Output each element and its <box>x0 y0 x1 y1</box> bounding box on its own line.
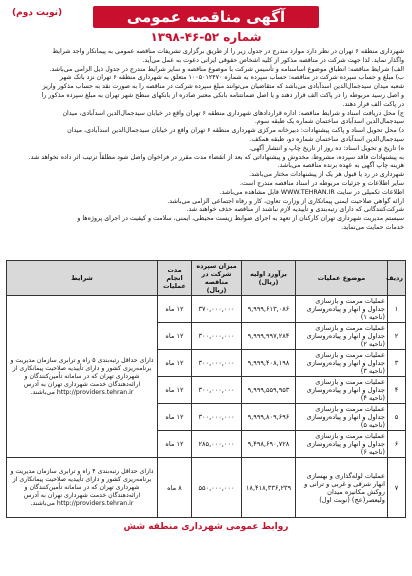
intro-line: اطلاعات تکمیلی در سایت WWW.TEHRAN.IR قابل مشاهده می‌باشد. <box>219 188 404 196</box>
intro-line: سید‌جمال‌الدین اسدآبادی ساختمان شماره دو، طبقه همکف. <box>249 135 404 143</box>
intro-line: شهرداری در رد یا قبول هر یک از پیشنهادات مختار می‌باشد. <box>249 171 404 179</box>
round-tag: (نوبت دوم) <box>12 8 63 18</box>
notice-number: شماره ۵۲-۴۶-۱۳۹۸ <box>150 30 262 44</box>
cell-operation: عملیات مرمت و بازسازی جداول و انهار و پیاده‌روسازی (ناحیه ۳) <box>296 350 388 377</box>
intro-line: سید‌جمال‌الدین اسدآبادی ساختمان شماره یک طبقه سوم. <box>254 118 404 126</box>
intro-line: سایر اطلاعات و جزئیات مربوطه در اسناد مناقصه مندرج است. <box>239 179 404 187</box>
cell-row-number: ۶ <box>388 431 406 458</box>
intro-line: واگذار نماید. لذا جهت شرکت در مناقصه مذکور از کلیه اشخاص حقوقی ایرانی دعوت به عمل می‌آید. <box>142 56 404 64</box>
cell-operation: عملیات مرمت و بازسازی جداول و انهار و پیاده‌روسازی (ناحیه ۵) <box>296 404 388 431</box>
cell-row-number: ۲ <box>388 323 406 350</box>
intro-line: به پیشنهادات فاقد سپرده، مشروط، مخدوش و پیشنهاداتی که بعد از انقضاء مدت مقرر در فراخوان واصل شود مطلقاً ترتیب اثر داده نخواهد شد. <box>28 153 404 161</box>
cell-duration: ۱۲ ماه <box>158 377 192 404</box>
cell-row-number: ۳ <box>388 350 406 377</box>
cell-conditions: دارای حداقل رتبه‌بندی ۵ راه و ترابری سازمان مدیریت و برنامه‌ریزی کشور و دارای تأییدیه صلاحیت پیمانکاری از شهرداری تهران که در سامانه تأمین‌کنندگان و ارائه‌دهندگان خدمت شهرداری تهران به آدرس http://providers.tehran.ir می‌باشند. <box>7 296 158 458</box>
intro-line: ب) مبلغ و حساب سپرده شرکت در مناقصه: حساب سپرده به شماره ۱۰۰۵۰۱۲۴۷۰ متعلق به شهرداری منطقه ۶ تهران نزد بانک شهر <box>59 74 404 82</box>
cell-duration: ۱۲ ماه <box>158 323 192 350</box>
cell-estimate: ۹,۹۹۹,۴۰۸,۱۹۸ <box>242 350 296 377</box>
cell-duration: ۱۲ ماه <box>158 296 192 323</box>
intro-line: شرکت‌کنندگانی که دارای رتبه‌بندی و تأییدیه لازم نباشند از مناقصه حذف خواهند شد. <box>186 206 404 214</box>
cell-duration: ۱۲ ماه <box>158 431 192 458</box>
intro-line: د) محل تحویل اسناد و پاکت پیشنهادات: دبیرخانه مرکزی شهرداری منطقه ۶ تهران واقع در خیابان سید‌جمال‌الدین اسدآبادی، میدان <box>67 127 404 135</box>
tender-table <box>6 260 406 518</box>
cell-deposit: ۲۸۵,۰۰۰,۰۰۰ <box>192 431 242 458</box>
col-operation: موضوع عملیات <box>296 261 388 296</box>
cell-estimate: ۹,۹۹۹,۸۰۹,۶۹۶ <box>242 404 296 431</box>
cell-duration: ۱۲ ماه <box>158 350 192 377</box>
notice-footer: روابط عمومی شهرداری منطقه شش <box>123 522 289 532</box>
cell-estimate: ۱۸,۴۱۸,۳۳۶,۲۳۹ <box>242 458 296 518</box>
intro-line: شعبه میدان سید‌جمال‌الدین اسدآبادی می‌باشد که متقاضیان می‌توانند مبلغ سپرده شرکت در مناقصه را به صورت نقد به حساب مذکور واریز <box>42 83 404 91</box>
intro-line: ه) تاریخ و تحویل اسناد: ده روز از تاریخ چاپ و انتشار آگهی. <box>249 144 404 152</box>
table-header-row <box>7 261 406 296</box>
table-row <box>7 296 406 323</box>
intro-line: ارائه گواهی صلاحیت ایمنی پیمانکاری از وزارت تعاون، کار و رفاه اجتماعی الزامی می‌باشد. <box>167 197 404 205</box>
cell-row-number: ۱ <box>388 296 406 323</box>
cell-estimate: ۹,۹۹۹,۹۹۷,۲۸۴ <box>242 323 296 350</box>
cell-operation: عملیات لوله‌گذاری و بهسازی انهار شرقی و غربی و ترانی و روکش مکانیزه میدان ولیعصر(عج) (نوبت اول) <box>296 458 388 518</box>
col-duration: مدت انجام عملیات <box>158 261 192 296</box>
intro-line: سیستم مدیریت شهرداری تهران کارکنان از تعهد به اجرای ضوابط زیست محیطی، ایمنی، سلامت و کیفیت در اجرای پروژه‌ها و <box>77 215 404 223</box>
cell-operation: عملیات مرمت و بازسازی جداول و انهار و پیاده‌روسازی (ناحیه ۱) <box>296 296 388 323</box>
intro-line: ج) محل دریافت اسناد و شرایط مناقصه: اداره قراردادهای شهرداری منطقه ۶ تهران واقع در خیابان سید‌جمال‌الدین اسدآبادی، میدان <box>62 109 404 117</box>
cell-operation: عملیات مرمت و بازسازی جداول و انهار و پیاده‌روسازی (ناحیه ۶) <box>296 431 388 458</box>
cell-row-number: ۷ <box>388 458 406 518</box>
intro-line: در پاکت الف قرار دهند. <box>342 100 404 108</box>
cell-row-number: ۴ <box>388 377 406 404</box>
notice-title <box>93 6 319 28</box>
col-estimate: برآورد اولیه (ریال) <box>242 261 296 296</box>
cell-deposit: ۳۰۰,۰۰۰,۰۰۰ <box>192 377 242 404</box>
cell-deposit: ۳۰۰,۰۰۰,۰۰۰ <box>192 323 242 350</box>
cell-deposit: ۵۵۰,۰۰۰,۰۰۰ <box>192 458 242 518</box>
cell-deposit: ۳۷۰,۰۰۰,۰۰۰ <box>192 296 242 323</box>
cell-deposit: ۳۰۰,۰۰۰,۰۰۰ <box>192 350 242 377</box>
col-conditions: شرایط <box>7 261 158 296</box>
notice-intro <box>6 46 406 260</box>
cell-conditions: دارای حداقل رتبه‌بندی ۴ راه و ترابری سازمان مدیریت و برنامه‌ریزی کشور و دارای تأییدیه صلاحیت پیمانکاری از شهرداری تهران که در سامانه تأمین‌کنندگان و ارائه‌دهندگان خدمت شهرداری تهران به آدرس http://providers.tehran.ir می‌باشند. <box>7 458 158 518</box>
cell-duration: ۱۲ ماه <box>158 404 192 431</box>
cell-row-number: ۵ <box>388 404 406 431</box>
intro-line: شهرداری منطقه ۶ تهران در نظر دارد موارد مندرج در جدول زیر را از طریق برگزاری تشریفات مناقصه عمومی به پیمانکار واجد شرایط <box>52 48 404 55</box>
cell-duration: ۸ ماه <box>158 458 192 518</box>
intro-line: الف) شرایط مناقصه: انطباق موضوع اساسنامه و تأسیس شرکت با موضوع مناقصه و سایر شرایط مندرج در جدول ذیل الزامی می‌باشد. <box>49 65 404 73</box>
notice-title-text: آگهی مناقصه عمومی <box>126 8 286 26</box>
intro-line: هزینه چاپ آگهی به عهده برنده مناقصه می‌باشد. <box>277 162 404 170</box>
cell-operation: عملیات مرمت و بازسازی جداول و انهار و پیاده‌روسازی (ناحیه ۲) <box>296 323 388 350</box>
cell-estimate: ۹,۹۹۹,۵۵۹,۹۵۳ <box>242 377 296 404</box>
cell-deposit: ۳۰۰,۰۰۰,۰۰۰ <box>192 404 242 431</box>
col-deposit: میزان سپرده شرکت در مناقصه (ریال) <box>192 261 242 296</box>
cell-estimate: ۹,۹۹۹,۶۱۳,۰۸۶ <box>242 296 296 323</box>
table-row <box>7 458 406 518</box>
cell-estimate: ۹,۴۹۸,۶۹۰,۷۲۸ <box>242 431 296 458</box>
cell-operation: عملیات مرمت و بازسازی جداول و انهار و پیاده‌روسازی (ناحیه ۴) <box>296 377 388 404</box>
intro-line: خدمات حمایت می‌نماید. <box>341 223 404 231</box>
notice-header <box>6 4 406 46</box>
intro-line: و اصل رسید مربوطه را در پاکت الف قرار دهند و یا اصل ضمانتنامه بانکی معتبر صادره از بانکهای سطح شهر تهران به مبلغ سپرده مذکور را <box>41 91 404 99</box>
col-row: ردیف <box>388 261 406 296</box>
